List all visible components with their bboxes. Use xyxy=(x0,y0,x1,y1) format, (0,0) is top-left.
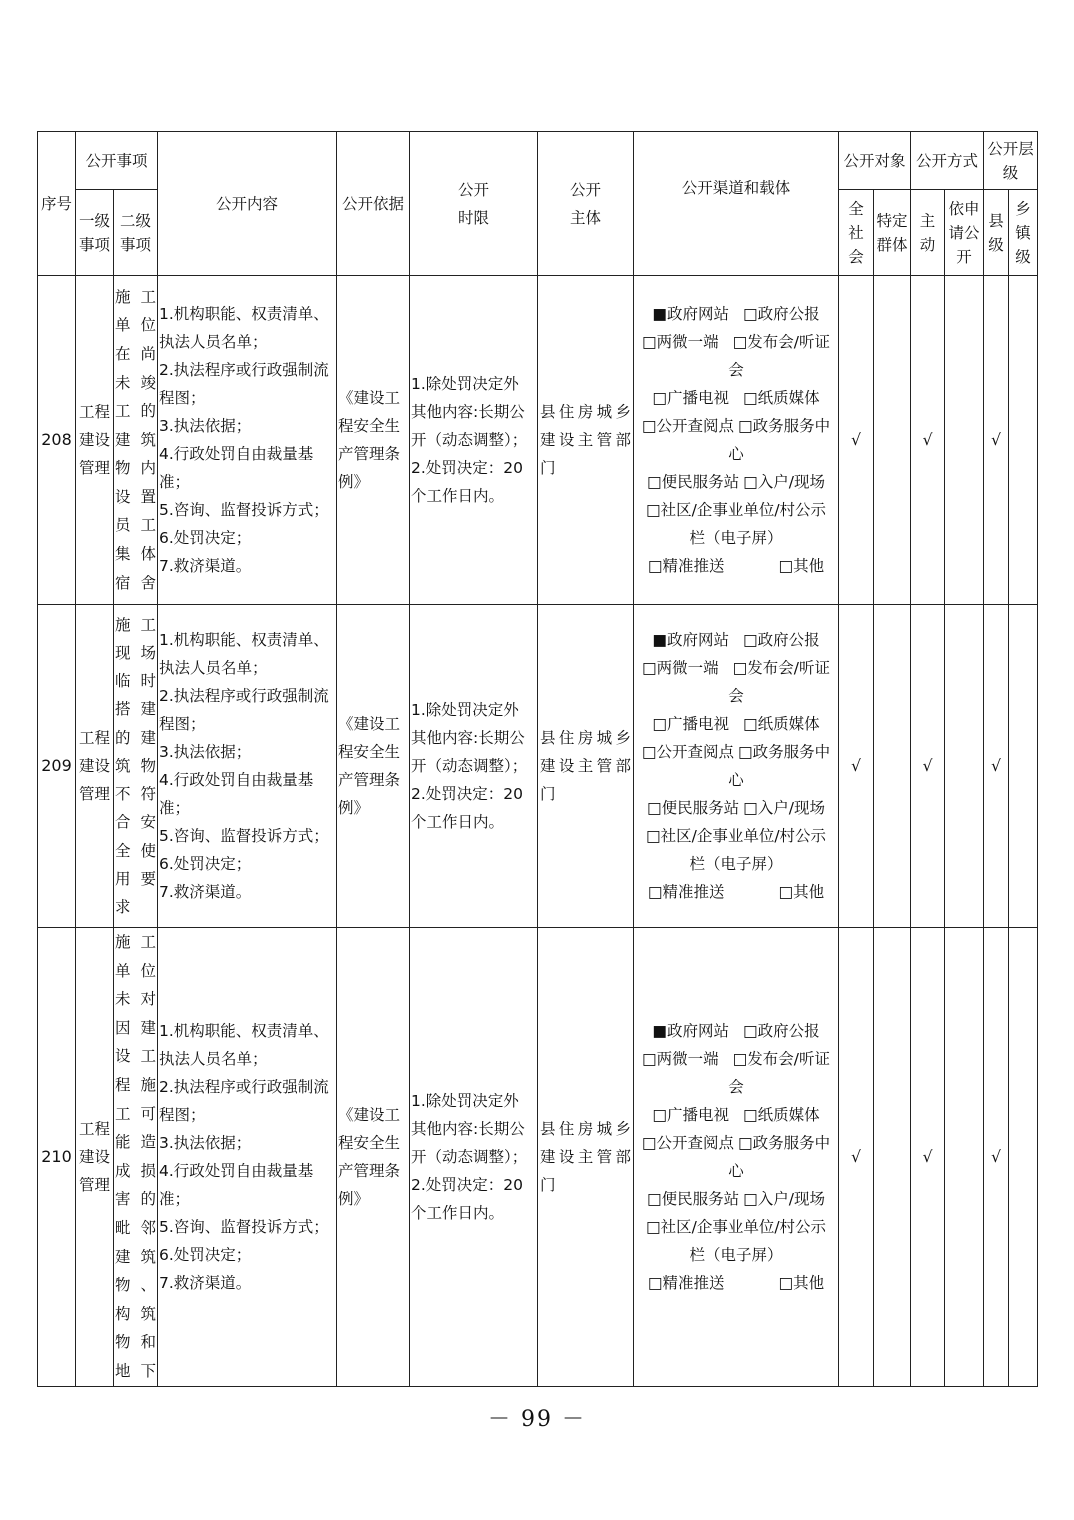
level1-matter: 工程 建设 管理 xyxy=(78,729,110,803)
channel-press-conference: □发布会/听证 xyxy=(732,659,831,677)
channel-precise-push: □精准推送 xyxy=(647,1273,725,1292)
header-content: 公开内容 xyxy=(158,132,337,276)
channel-print-media: □纸质媒体 xyxy=(743,1105,820,1124)
check-county: √ xyxy=(984,605,1009,928)
check-active: √ xyxy=(911,605,945,928)
channel-convenience-station: □便民服务站 xyxy=(647,799,740,817)
header-specific-group: 特定 群体 xyxy=(874,190,911,276)
channel-service-center: □政务服务中 xyxy=(738,1133,831,1152)
channel-service-center: □政务服务中 xyxy=(738,417,831,435)
disclosure-basis: 《建设工 程安全生 产管理条 例》 xyxy=(338,1105,401,1208)
channel-press-conference-tail: 会 xyxy=(728,687,744,705)
disclosure-content: 1.机构职能、权责清单、 执法人员名单； 2.执法程序或行政强制流 程图； 3.执法依据； 4.行政处罚自由裁量基 准； 5.咨询、监督投诉方式； 6.处罚决定； 7.救济渠道。 xyxy=(159,631,329,901)
check-specific-group xyxy=(874,928,911,1387)
header-township: 乡 镇 级 xyxy=(1009,190,1038,276)
check-all-society: √ xyxy=(839,605,874,928)
check-active: √ xyxy=(911,928,945,1387)
channel-door-to-door: □入户/现场 xyxy=(743,1189,826,1208)
channel-door-to-door: □入户/现场 xyxy=(743,473,826,491)
row-number: 209 xyxy=(38,605,76,928)
header-matter: 公开事项 xyxy=(76,132,158,190)
channel-public-reading: □公开查阅点 xyxy=(641,417,735,435)
disclosure-basis: 《建设工 程安全生 产管理条 例》 xyxy=(338,715,401,817)
channel-list xyxy=(634,276,839,605)
channel-gov-website: ■政府网站 xyxy=(652,631,730,649)
disclosure-subject: 县住房城乡 建设主管部 门 xyxy=(540,403,632,477)
level2-matter: 施工 单位 未对 因建 设工 程施 工可 能造 成损 害的 毗邻 建筑 物、 构筑 物和 地下 xyxy=(115,933,157,1380)
channel-door-to-door: □入户/现场 xyxy=(743,799,826,817)
header-channel: 公开渠道和载体 xyxy=(634,132,839,276)
check-county: √ xyxy=(984,276,1009,605)
check-specific-group xyxy=(874,276,911,605)
channel-radio-tv: □广播电视 xyxy=(652,1105,730,1124)
channel-press-conference-tail: 会 xyxy=(728,361,744,379)
check-on-request xyxy=(945,928,984,1387)
channel-public-reading: □公开查阅点 xyxy=(641,1133,735,1152)
table-row xyxy=(38,605,1038,928)
channel-radio-tv: □广播电视 xyxy=(652,389,730,407)
table-row xyxy=(38,276,1038,605)
check-all-society: √ xyxy=(839,276,874,605)
channel-community-board-tail: 栏（电子屏） xyxy=(689,1245,783,1264)
channel-two-micro: □两微一端 xyxy=(642,1049,719,1068)
disclosure-content: 1.机构职能、权责清单、 执法人员名单； 2.执法程序或行政强制流 程图； 3.执法依据； 4.行政处罚自由裁量基 准； 5.咨询、监督投诉方式； 6.处罚决定； 7.救济渠道。 xyxy=(159,1021,329,1292)
header-seq: 序号 xyxy=(38,132,76,276)
channel-other: □其他 xyxy=(778,1273,825,1292)
header-level2: 二级 事项 xyxy=(114,190,158,276)
header-all-society: 全 社 会 xyxy=(839,190,874,276)
channel-service-center-tail: 心 xyxy=(728,771,744,789)
page-number: － 99 － xyxy=(488,1407,586,1432)
channel-service-center: □政务服务中 xyxy=(738,743,831,761)
disclosure-basis: 《建设工 程安全生 产管理条 例》 xyxy=(338,389,401,491)
level2-matter: 施工 单位 在尚 未竣 工的 建筑 物内 设置 员工 集体 宿舍 xyxy=(115,287,157,592)
check-active: √ xyxy=(911,276,945,605)
channel-convenience-station: □便民服务站 xyxy=(647,473,740,491)
channel-gov-website: ■政府网站 xyxy=(652,305,730,323)
channel-community-board: □社区/企事业单位/村公示 xyxy=(645,827,827,845)
channel-community-board: □社区/企事业单位/村公示 xyxy=(645,1217,827,1236)
disclosure-subject: 县住房城乡 建设主管部 门 xyxy=(540,729,632,803)
channel-print-media: □纸质媒体 xyxy=(743,715,820,733)
header-county: 县 级 xyxy=(984,190,1009,276)
channel-service-center-tail: 心 xyxy=(728,445,744,463)
channel-community-board: □社区/企事业单位/村公示 xyxy=(645,501,827,519)
row-number: 210 xyxy=(38,928,76,1387)
channel-precise-push: □精准推送 xyxy=(647,883,725,901)
check-county: √ xyxy=(984,928,1009,1387)
row-number: 208 xyxy=(38,276,76,605)
channel-press-conference: □发布会/听证 xyxy=(732,333,831,351)
channel-gov-gazette: □政府公报 xyxy=(743,1021,820,1040)
check-on-request xyxy=(945,605,984,928)
check-township xyxy=(1009,928,1038,1387)
disclosure-period: 1.除处罚决定外 其他内容:长期公 开（动态调整）； 2.处罚决定：20 个工作日内。 xyxy=(411,1091,528,1222)
check-all-society: √ xyxy=(839,928,874,1387)
channel-service-center-tail: 心 xyxy=(728,1161,744,1180)
header-basis: 公开依据 xyxy=(337,132,410,276)
disclosure-subject: 县住房城乡 建设主管部 门 xyxy=(540,1119,632,1194)
channel-public-reading: □公开查阅点 xyxy=(641,743,735,761)
check-township xyxy=(1009,276,1038,605)
check-township xyxy=(1009,605,1038,928)
channel-print-media: □纸质媒体 xyxy=(743,389,820,407)
header-target: 公开对象 xyxy=(839,132,911,190)
header-subject: 公开 主体 xyxy=(538,132,634,276)
header-method: 公开方式 xyxy=(911,132,984,190)
channel-gov-gazette: □政府公报 xyxy=(743,631,820,649)
channel-other: □其他 xyxy=(778,557,825,575)
channel-precise-push: □精准推送 xyxy=(647,557,725,575)
disclosure-table xyxy=(37,131,1038,1387)
header-on-request: 依申 请公 开 xyxy=(945,190,984,276)
channel-community-board-tail: 栏（电子屏） xyxy=(689,529,783,547)
channel-two-micro: □两微一端 xyxy=(642,659,719,677)
channel-radio-tv: □广播电视 xyxy=(652,715,730,733)
table-row xyxy=(38,928,1038,1387)
header-period: 公开 时限 xyxy=(410,132,538,276)
channel-two-micro: □两微一端 xyxy=(642,333,719,351)
channel-convenience-station: □便民服务站 xyxy=(647,1189,740,1208)
channel-list xyxy=(634,605,839,928)
channel-community-board-tail: 栏（电子屏） xyxy=(689,855,783,873)
header-tier: 公开层 级 xyxy=(984,132,1038,190)
check-on-request xyxy=(945,276,984,605)
header-level1: 一级 事项 xyxy=(76,190,114,276)
level1-matter: 工程 建设 管理 xyxy=(78,403,110,477)
channel-other: □其他 xyxy=(778,883,825,901)
channel-list xyxy=(634,928,839,1387)
channel-gov-website: ■政府网站 xyxy=(652,1021,730,1040)
level1-matter: 工程 建设 管理 xyxy=(78,1119,110,1194)
check-specific-group xyxy=(874,605,911,928)
level2-matter: 施工 现场 临时 搭建 的建 筑物 不符 合安 全使 用要 求 xyxy=(115,615,157,916)
channel-press-conference-tail: 会 xyxy=(728,1077,744,1096)
channel-press-conference: □发布会/听证 xyxy=(732,1049,831,1068)
channel-gov-gazette: □政府公报 xyxy=(743,305,820,323)
header-active: 主 动 xyxy=(911,190,945,276)
disclosure-content: 1.机构职能、权责清单、 执法人员名单； 2.执法程序或行政强制流 程图； 3.执法依据； 4.行政处罚自由裁量基 准； 5.咨询、监督投诉方式； 6.处罚决定； 7.救济渠道。 xyxy=(159,305,329,575)
disclosure-period: 1.除处罚决定外 其他内容:长期公 开（动态调整）； 2.处罚决定：20 个工作日内。 xyxy=(411,375,528,505)
disclosure-period: 1.除处罚决定外 其他内容:长期公 开（动态调整）； 2.处罚决定：20 个工作日内。 xyxy=(411,701,528,831)
